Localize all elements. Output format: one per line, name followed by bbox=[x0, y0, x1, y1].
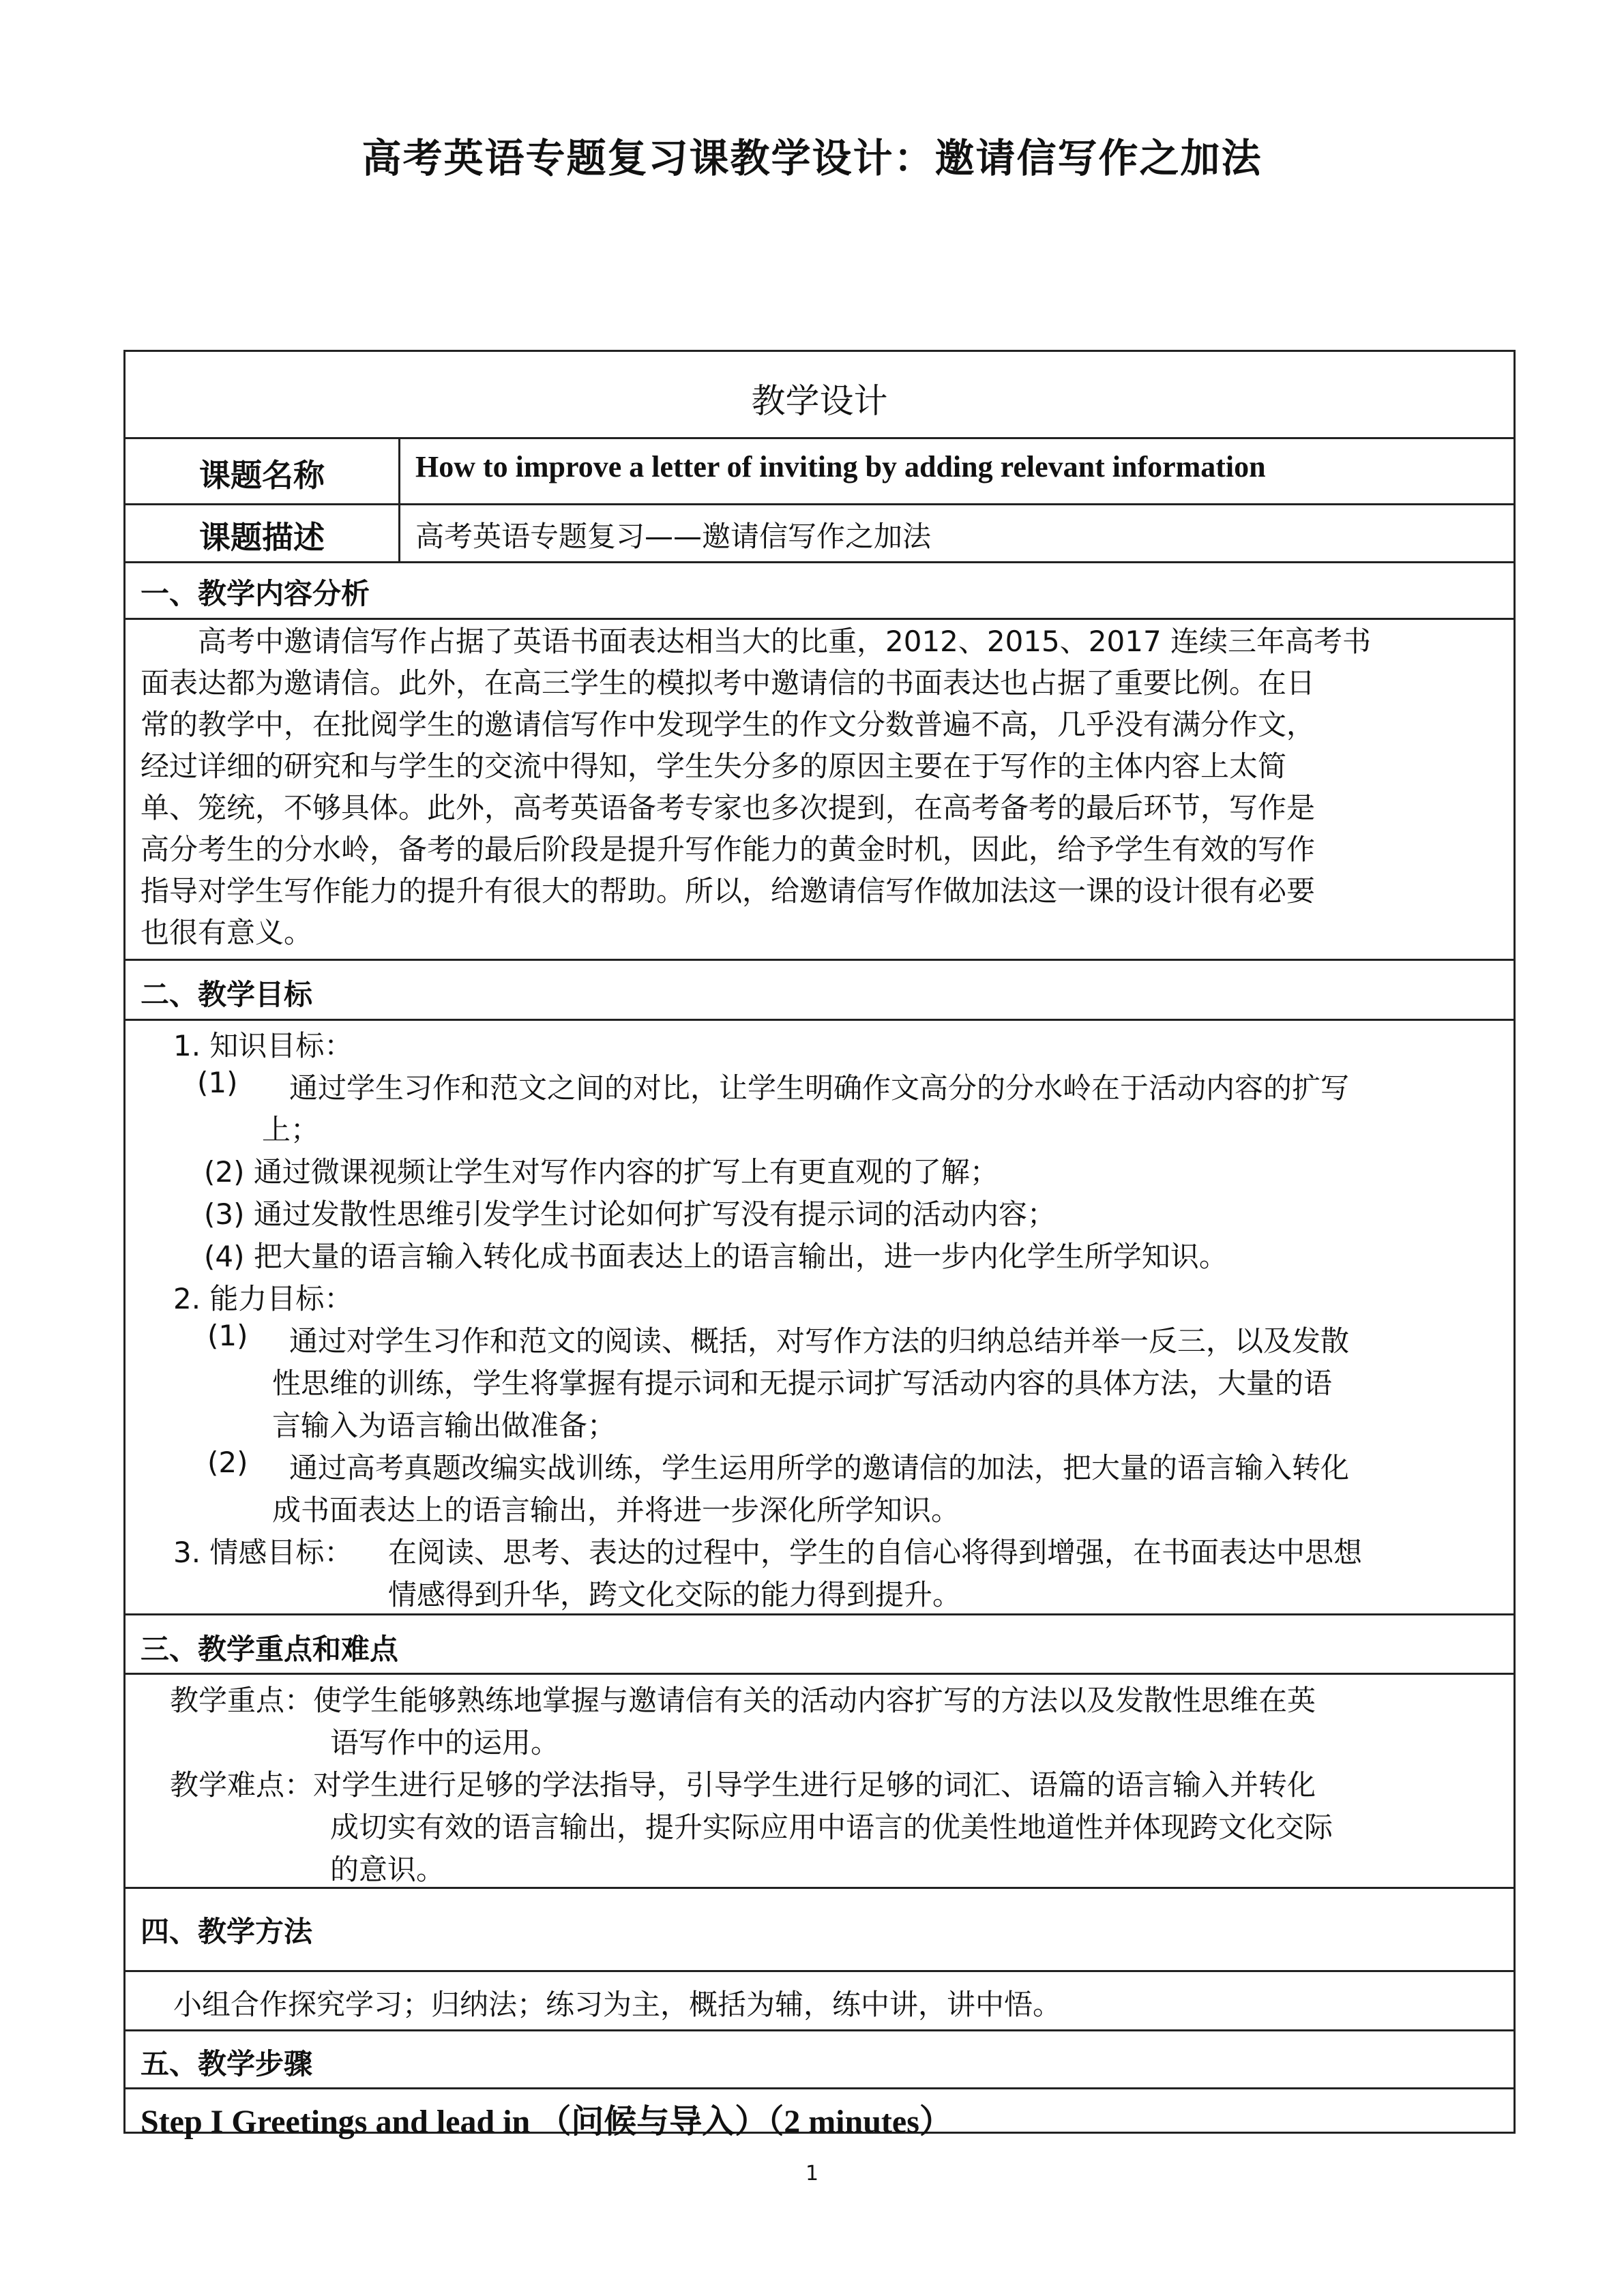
topic-desc-value: 高考英语专题复习——邀请信写作之加法 bbox=[415, 520, 932, 553]
section-heading-key-difficult-points: 三、教学重点和难点 bbox=[141, 1632, 399, 1666]
table-header: 教学设计 bbox=[751, 381, 888, 421]
row-divider bbox=[126, 959, 1514, 961]
knowledge-objectives-title: 1. 知识目标： bbox=[173, 1029, 353, 1062]
knowledge-objective-1: 通过学生习作和范文之间的对比，让学生明确作文高分的分水岭在于活动内容的扩写 bbox=[289, 1071, 1350, 1105]
row-divider bbox=[126, 437, 1514, 439]
column-divider bbox=[398, 437, 400, 561]
ability-objective-1-cont: 性思维的训练，学生将掌握有提示词和无提示词扩写活动内容的具体方法，大量的语 bbox=[272, 1367, 1333, 1400]
knowledge-objective-1-cont: 上； bbox=[262, 1113, 320, 1146]
row-divider bbox=[126, 561, 1514, 563]
knowledge-objective-3: (3) 通过发散性思维引发学生讨论如何扩写没有提示词的活动内容； bbox=[204, 1197, 1056, 1231]
row-divider bbox=[126, 618, 1514, 620]
emotion-objective: 在阅读、思考、表达的过程中，学生的自信心将得到增强，在书面表达中思想 bbox=[388, 1536, 1363, 1569]
ability-objective-2-number: (2) bbox=[207, 1446, 248, 1479]
section-heading-teaching-steps: 五、教学步骤 bbox=[141, 2047, 313, 2081]
knowledge-objective-4: (4) 把大量的语言输入转化成书面表达上的语言输出，进一步内化学生所学知识。 bbox=[204, 1240, 1228, 1273]
section-heading-teaching-objectives: 二、教学目标 bbox=[141, 978, 313, 1011]
paragraph-line: 单、笼统，不够具体。此外，高考英语备考专家也多次提到，在高考备考的最后环节，写作是 bbox=[141, 791, 1316, 824]
content-analysis-paragraph bbox=[141, 621, 1505, 953]
row-divider bbox=[126, 2029, 1514, 2031]
difficult-point-label: 教学难点： bbox=[170, 1768, 314, 1802]
key-point-label: 教学重点： bbox=[170, 1684, 314, 1717]
difficult-point-text-cont: 的意识。 bbox=[330, 1853, 445, 1886]
ability-objective-1-number: (1) bbox=[207, 1319, 248, 1352]
lesson-plan-table bbox=[123, 350, 1516, 2140]
paragraph-line: 指导对学生写作能力的提升有很大的帮助。所以，给邀请信写作做加法这一课的设计很有必要 bbox=[141, 874, 1316, 908]
emotion-objective-cont: 情感得到升华，跨文化交际的能力得到提升。 bbox=[388, 1578, 962, 1611]
key-point-text: 使学生能够熟练地掌握与邀请信有关的活动内容扩写的方法以及发散性思维在英 bbox=[313, 1684, 1316, 1717]
page-number: 1 bbox=[805, 2162, 819, 2186]
row-divider bbox=[126, 1019, 1514, 1021]
ability-objective-1-cont: 言输入为语言输出做准备； bbox=[272, 1409, 617, 1442]
teaching-methods-text: 小组合作探究学习；归纳法；练习为主，概括为辅，练中讲，讲中悟。 bbox=[173, 1988, 1062, 2021]
paragraph-line: 也很有意义。 bbox=[141, 916, 313, 949]
emotion-objectives-title: 3. 情感目标： bbox=[173, 1536, 353, 1569]
difficult-point-text-cont: 成切实有效的语言输出，提升实际应用中语言的优美性地道性并体现跨文化交际 bbox=[330, 1810, 1333, 1844]
row-divider bbox=[126, 2087, 1514, 2089]
knowledge-objective-2: (2) 通过微课视频让学生对写作内容的扩写上有更直观的了解； bbox=[204, 1155, 999, 1189]
paragraph-line: 经过详细的研究和与学生的交流中得知，学生失分多的原因主要在于写作的主体内容上太简 bbox=[141, 749, 1287, 783]
row-divider bbox=[126, 1613, 1514, 1615]
topic-desc-label: 课题描述 bbox=[199, 519, 325, 556]
ability-objectives-title: 2. 能力目标： bbox=[173, 1282, 353, 1315]
row-divider bbox=[126, 1970, 1514, 1972]
step-1-title: Step I Greetings and lead in （问候与导入）（2 minutes） bbox=[141, 2104, 952, 2140]
paragraph-line: 面表达都为邀请信。此外，在高三学生的模拟考中邀请信的书面表达也占据了重要比例。在日 bbox=[141, 666, 1316, 700]
document-title: 高考英语专题复习课教学设计：邀请信写作之加法 bbox=[361, 135, 1263, 181]
row-divider bbox=[126, 1673, 1514, 1675]
topic-name-label: 课题名称 bbox=[199, 457, 325, 494]
knowledge-objective-1-number: (1) bbox=[197, 1066, 238, 1099]
paragraph-line: 常的教学中，在批阅学生的邀请信写作中发现学生的作文分数普遍不高，几乎没有满分作文， bbox=[141, 708, 1316, 741]
key-point-text-cont: 语写作中的运用。 bbox=[330, 1726, 560, 1759]
paragraph-line: 高分考生的分水岭，备考的最后阶段是提升写作能力的黄金时机，因此，给予学生有效的写作 bbox=[141, 833, 1316, 866]
ability-objective-2-cont: 成书面表达上的语言输出，并将进一步深化所学知识。 bbox=[272, 1493, 960, 1527]
paragraph-line: 高考中邀请信写作占据了英语书面表达相当大的比重，2012、2015、2017 连续三年高考书 bbox=[141, 625, 1372, 658]
section-heading-teaching-methods: 四、教学方法 bbox=[141, 1915, 313, 1948]
topic-name-value: How to improve a letter of inviting by adding relevant information bbox=[415, 450, 1266, 483]
ability-objective-2: 通过高考真题改编实战训练，学生运用所学的邀请信的加法，把大量的语言输入转化 bbox=[289, 1451, 1350, 1485]
section-heading-content-analysis: 一、教学内容分析 bbox=[141, 577, 370, 610]
ability-objective-1: 通过对学生习作和范文的阅读、概括，对写作方法的归纳总结并举一反三，以及发散 bbox=[289, 1324, 1350, 1358]
difficult-point-text: 对学生进行足够的学法指导，引导学生进行足够的词汇、语篇的语言输入并转化 bbox=[313, 1768, 1316, 1802]
row-divider bbox=[126, 503, 1514, 505]
